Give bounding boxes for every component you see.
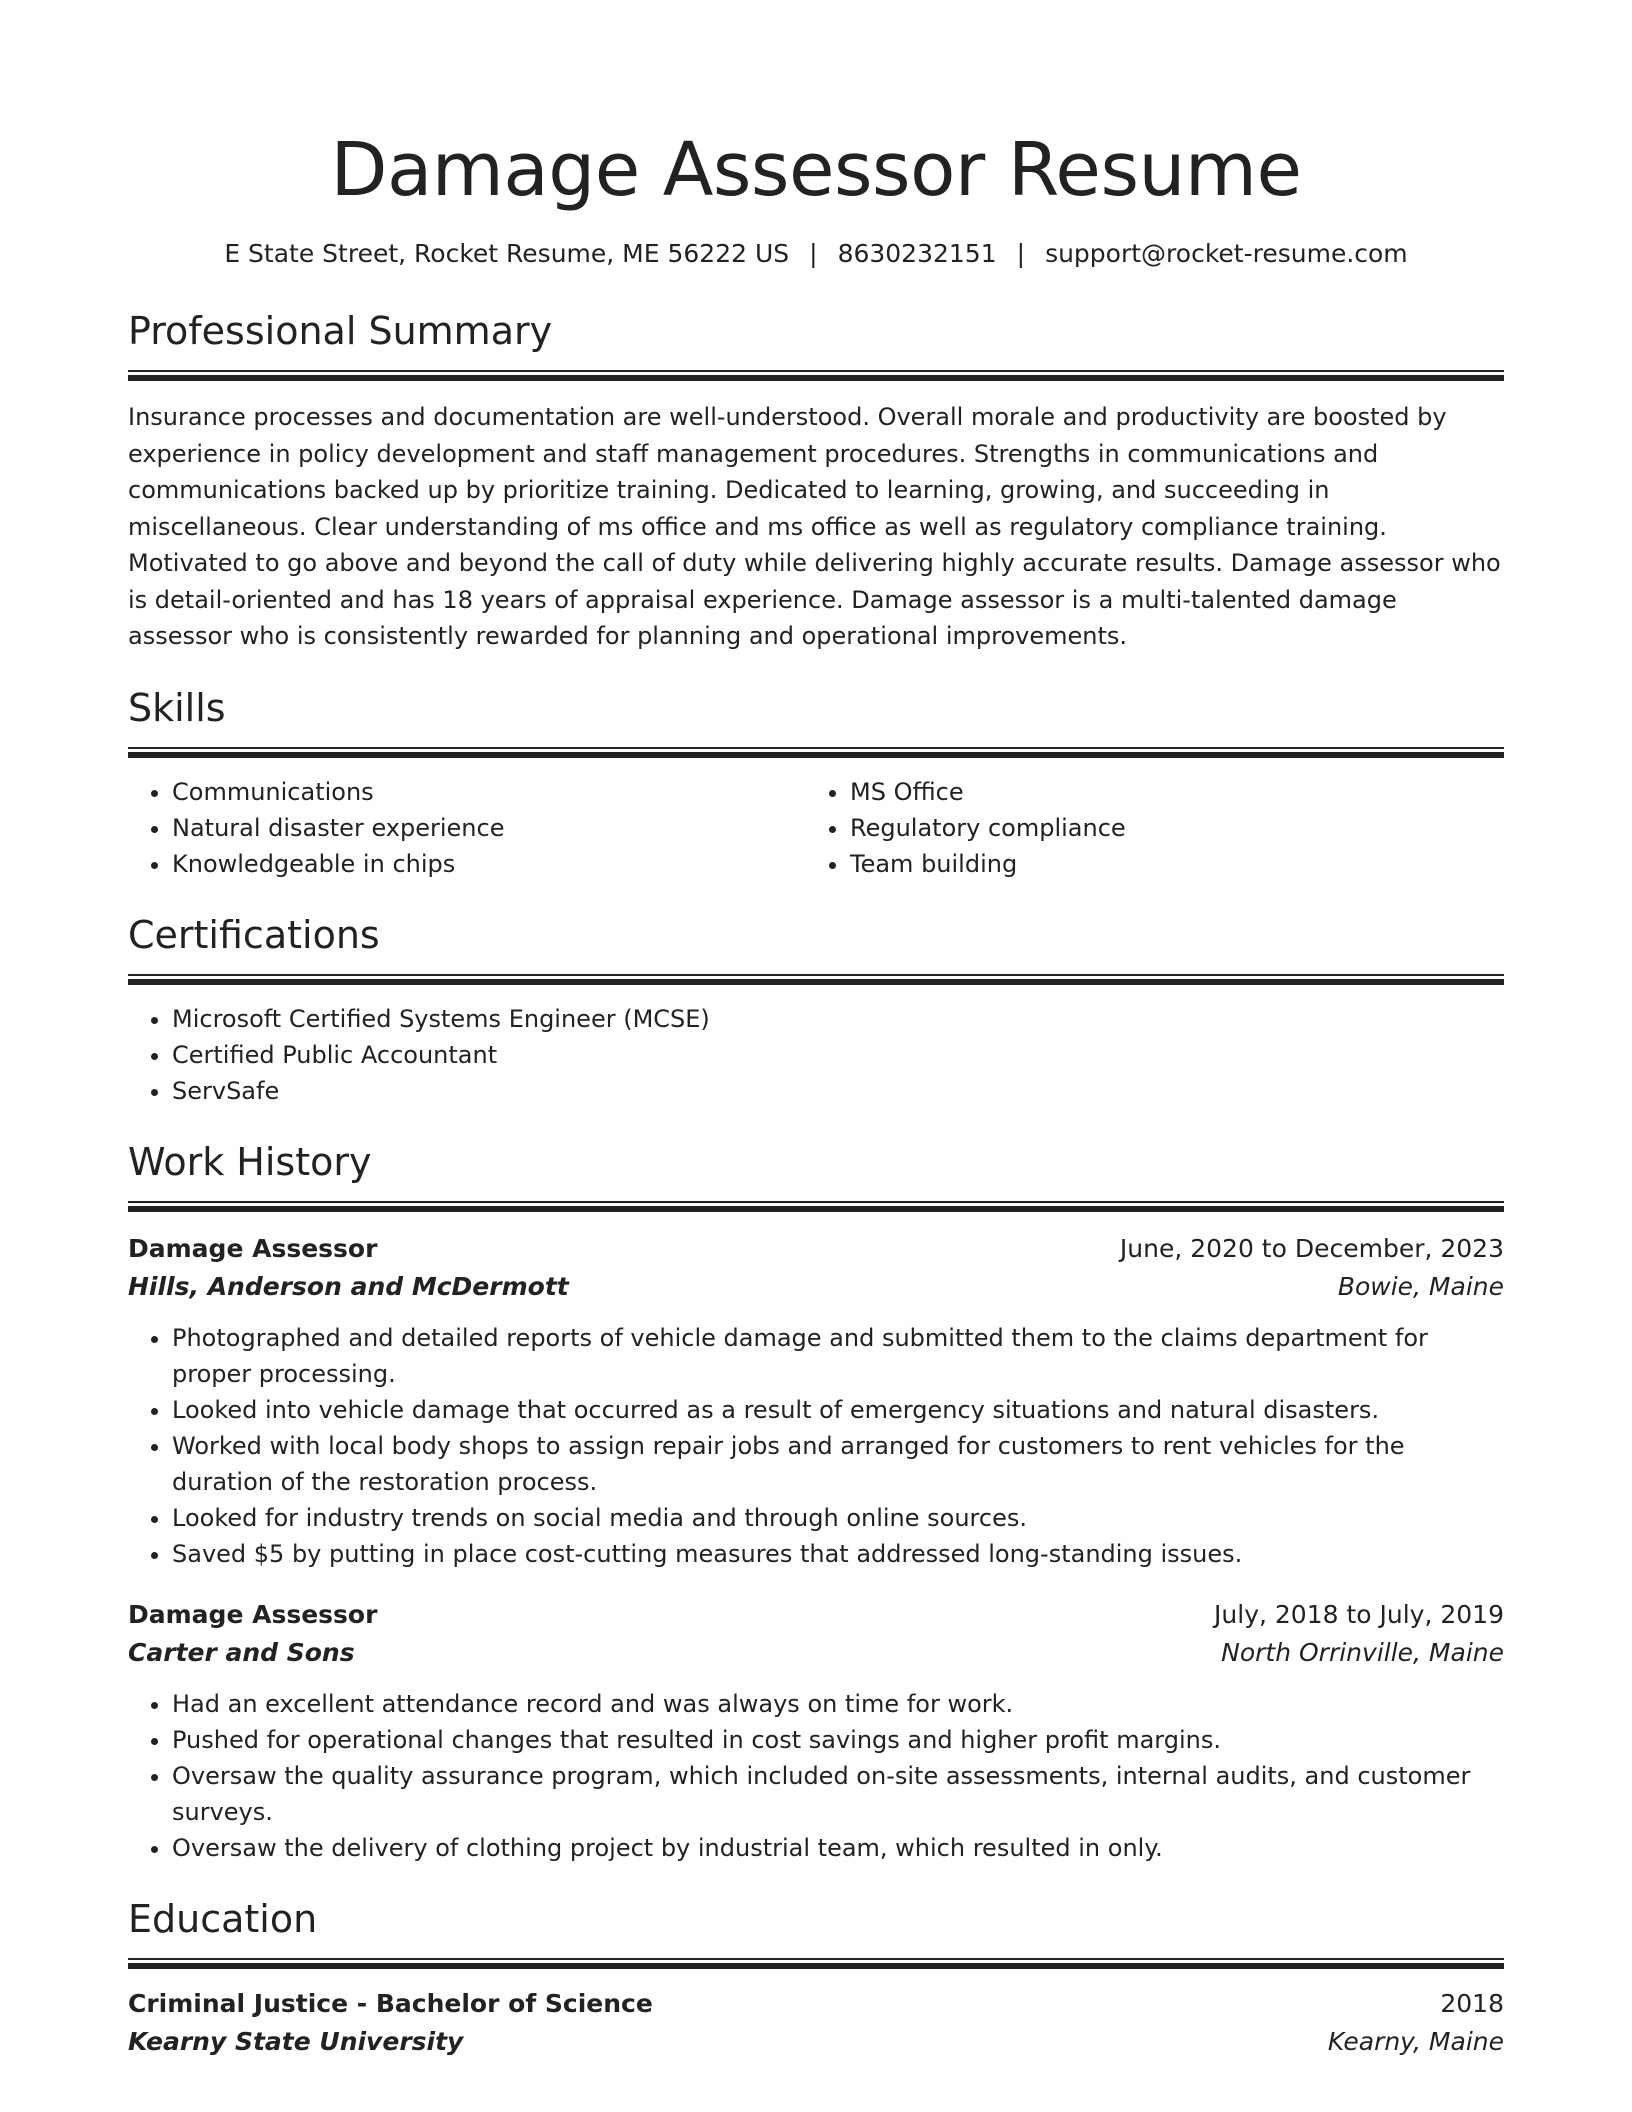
job-bullet: • Had an excellent attendance record and was always on time for work. <box>172 1686 1504 1722</box>
certification-item: • Microsoft Certified Systems Engineer (MCSE) <box>172 1001 1504 1037</box>
skill-item: • Natural disaster experience <box>172 810 806 846</box>
section-divider <box>128 747 1504 758</box>
contact-separator: | <box>1016 239 1026 268</box>
job-location: Bowie, Maine <box>1337 1271 1504 1301</box>
education-school: Kearny State University <box>128 2026 464 2056</box>
certification-item: • ServSafe <box>172 1073 1504 1109</box>
job-entry <box>128 1596 1504 1866</box>
contact-line <box>128 236 1504 272</box>
summary-text: Insurance processes and documentation are well-understood. Overall morale and productivity are boosted by experience in policy development and staff management procedures. Strengths in communications and communications backed up by prioritize training. Dedicated to learning, growing, and succeeding in miscellaneous. Clear understanding of ms office and ms office as well as regulatory compliance training. Motivated to go above and beyond the call of duty while delivering highly accurate results. Damage assessor who is detail-oriented and has 18 years of appraisal experience. Damage assessor is a multi-talented damage assessor who is consistently rewarded for planning and operational improvements. <box>128 403 1501 650</box>
job-title: Damage Assessor <box>128 1233 378 1263</box>
job-bullet: • Looked into vehicle damage that occurred as a result of emergency situations and natural disasters. <box>172 1392 1504 1428</box>
contact-separator: | <box>809 239 818 268</box>
section-heading-summary: Professional Summary <box>128 309 553 353</box>
section-divider <box>128 974 1504 985</box>
job-title: Damage Assessor <box>128 1599 378 1629</box>
skills-list <box>128 774 1504 882</box>
work-history-section <box>128 1137 1504 1866</box>
section-divider <box>128 1958 1504 1969</box>
contact-phone: 8630232151 <box>837 239 997 268</box>
job-bullet: • Pushed for operational changes that resulted in cost savings and higher profit margins. <box>172 1722 1504 1758</box>
job-bullet: • Worked with local body shops to assign repair jobs and arranged for customers to rent vehicles for the duration of the restoration process. <box>172 1428 1504 1500</box>
job-bullet: • Saved $5 by putting in place cost-cutting measures that addressed long-standing issues. <box>172 1536 1504 1572</box>
job-bullet: • Photographed and detailed reports of vehicle damage and submitted them to the claims department for proper processing. <box>172 1320 1504 1392</box>
education-entry <box>128 1985 1504 2061</box>
job-bullet: • Looked for industry trends on social media and through online sources. <box>172 1500 1504 1536</box>
education-degree: Criminal Justice - Bachelor of Science <box>128 1988 653 2018</box>
section-heading-education: Education <box>128 1896 318 1941</box>
section-heading-skills: Skills <box>128 685 226 730</box>
skill-item: • Team building <box>850 846 1484 882</box>
section-heading-work-history: Work History <box>128 1139 372 1184</box>
section-divider <box>128 370 1504 381</box>
skill-item: • MS Office <box>850 774 1484 810</box>
job-dates: July, 2018 to July, 2019 <box>1214 1599 1504 1629</box>
skill-item: • Communications <box>172 774 806 810</box>
contact-address: E State Street, Rocket Resume, ME 56222 US <box>224 239 790 268</box>
job-location: North Orrinville, Maine <box>1221 1637 1504 1667</box>
section-heading-certifications: Certifications <box>128 912 380 957</box>
job-company: Carter and Sons <box>128 1637 355 1667</box>
section-divider <box>128 1201 1504 1212</box>
skill-item: • Regulatory compliance <box>850 810 1484 846</box>
education-year: 2018 <box>1440 1988 1504 2018</box>
education-location: Kearny, Maine <box>1327 2026 1504 2056</box>
resume-page <box>128 0 1504 2061</box>
skills-section <box>128 683 1504 882</box>
resume-title: Damage Assessor Resume <box>330 127 1302 213</box>
job-bullet: • Oversaw the delivery of clothing project by industrial team, which resulted in only. <box>172 1830 1504 1866</box>
certifications-section <box>128 910 1504 1109</box>
contact-email: support@rocket-resume.com <box>1045 239 1408 268</box>
skill-item: • Knowledgeable in chips <box>172 846 806 882</box>
job-entry <box>128 1230 1504 1572</box>
job-dates: June, 2020 to December, 2023 <box>1119 1233 1504 1263</box>
job-bullet: • Oversaw the quality assurance program, which included on-site assessments, internal audits, and customer surveys. <box>172 1758 1504 1830</box>
education-section <box>128 1894 1504 2061</box>
job-company: Hills, Anderson and McDermott <box>128 1271 569 1301</box>
certification-item: • Certified Public Accountant <box>172 1037 1504 1073</box>
summary-section <box>128 306 1504 655</box>
